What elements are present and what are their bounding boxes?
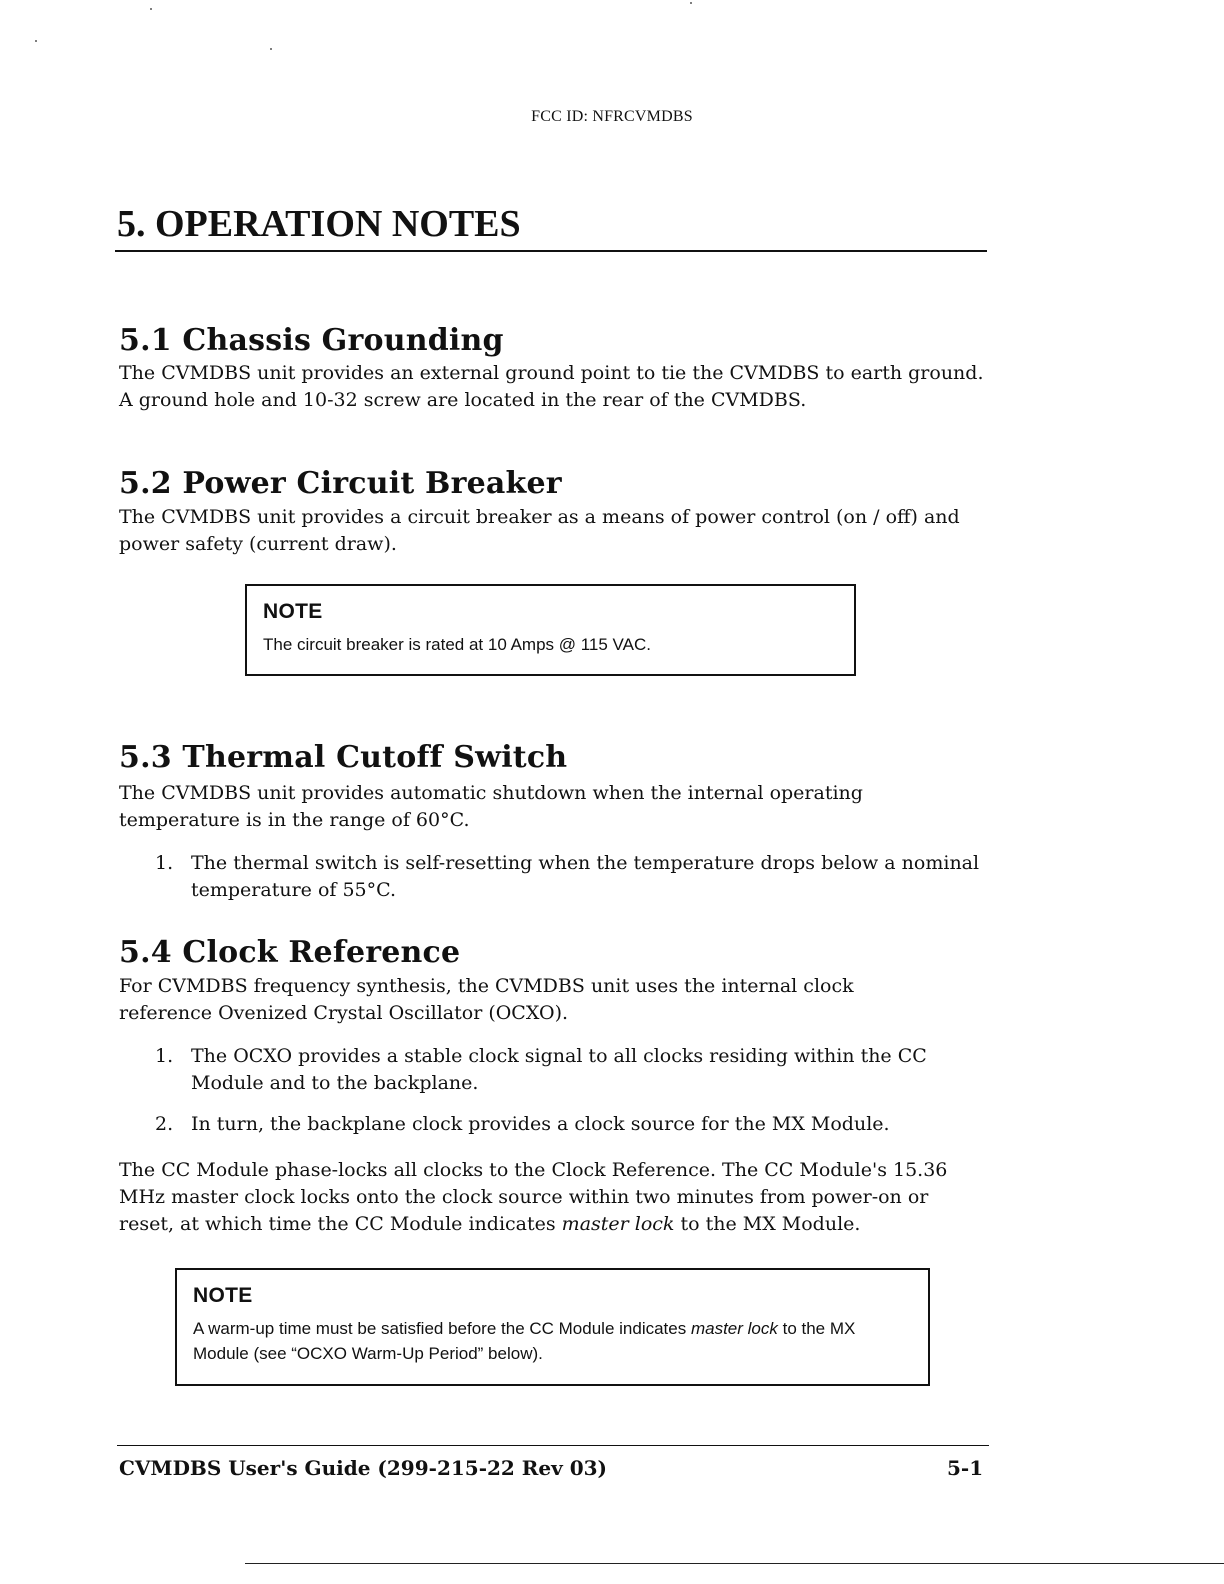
master-lock-text-pre: The CC Module phase-locks all clocks to the Clock Reference. The CC Module's 15.36 MHz master clock locks onto the clock source within two minutes from power-on or reset, at which time the CC Module indicates (119, 1159, 948, 1235)
list-item (155, 1043, 985, 1097)
note-emphasis: master lock (690, 1319, 778, 1338)
footer-page-number: 5-1 (947, 1456, 984, 1480)
scan-speck (270, 48, 272, 50)
section-title-clock-reference: 5.4 Clock Reference (119, 935, 461, 970)
list-item-number: 1. (155, 852, 174, 874)
note-title: NOTE (193, 1284, 253, 1307)
clock-reference-paragraph: For CVMDBS frequency synthesis, the CVMDBS unit uses the internal clock reference Ovenized Crystal Oscillator (OCXO). (119, 975, 854, 1024)
list-item (155, 1111, 985, 1138)
list-item-text: The thermal switch is self-resetting when the temperature drops below a nominal temperature of 55°C. (191, 852, 980, 901)
note-text-circuit-breaker: The circuit breaker is rated at 10 Amps @ 115 VAC. (263, 635, 651, 654)
master-lock-emphasis: master lock (561, 1213, 675, 1235)
power-circuit-breaker-paragraph: The CVMDBS unit provides a circuit breaker as a means of power control (on / off) and power safety (current draw). (119, 506, 960, 555)
master-lock-text-post: to the MX Module. (674, 1213, 861, 1235)
list-item-text: The OCXO provides a stable clock signal to all clocks residing within the CC Module and to the backplane. (191, 1045, 927, 1094)
note-box-circuit-breaker (245, 584, 856, 676)
fcc-id-header: FCC ID: NFRCVMDBS (531, 108, 693, 125)
list-item-text: In turn, the backplane clock provides a clock source for the MX Module. (191, 1113, 890, 1135)
note-box-warm-up (175, 1268, 930, 1386)
note-text-post: to the MX Module (see “OCXO Warm-Up Period” below). (193, 1319, 856, 1363)
footer-rule (117, 1445, 989, 1446)
section-title-power-circuit-breaker: 5.2 Power Circuit Breaker (119, 466, 562, 501)
note-text-pre: A warm-up time must be satisfied before the CC Module indicates (193, 1319, 691, 1338)
list-item (155, 850, 985, 904)
thermal-cutoff-list (155, 850, 985, 904)
clock-master-lock-paragraph (119, 1157, 984, 1238)
scan-speck (35, 40, 37, 42)
scan-speck (690, 2, 692, 4)
clock-reference-list (155, 1043, 985, 1138)
footer-document-title: CVMDBS User's Guide (299-215-22 Rev 03) (119, 1456, 608, 1480)
section-title-thermal-cutoff-switch: 5.3 Thermal Cutoff Switch (119, 740, 568, 775)
note-text-warm-up (193, 1316, 912, 1366)
section-title-chassis-grounding: 5.1 Chassis Grounding (119, 323, 504, 358)
scan-speck (150, 8, 152, 10)
thermal-cutoff-paragraph: The CVMDBS unit provides automatic shutdown when the internal operating temperature is in the range of 60°C. (119, 782, 863, 831)
list-item-number: 1. (155, 1045, 174, 1067)
note-title: NOTE (263, 600, 323, 623)
chassis-grounding-paragraph: The CVMDBS unit provides an external ground point to tie the CVMDBS to earth ground. A ground hole and 10-32 screw are located in the rear of the CVMDBS. (119, 362, 984, 411)
chapter-title: 5. OPERATION NOTES (117, 203, 521, 245)
chapter-title-rule (115, 250, 987, 252)
list-item-number: 2. (155, 1113, 174, 1135)
scan-edge-line (245, 1563, 1224, 1564)
